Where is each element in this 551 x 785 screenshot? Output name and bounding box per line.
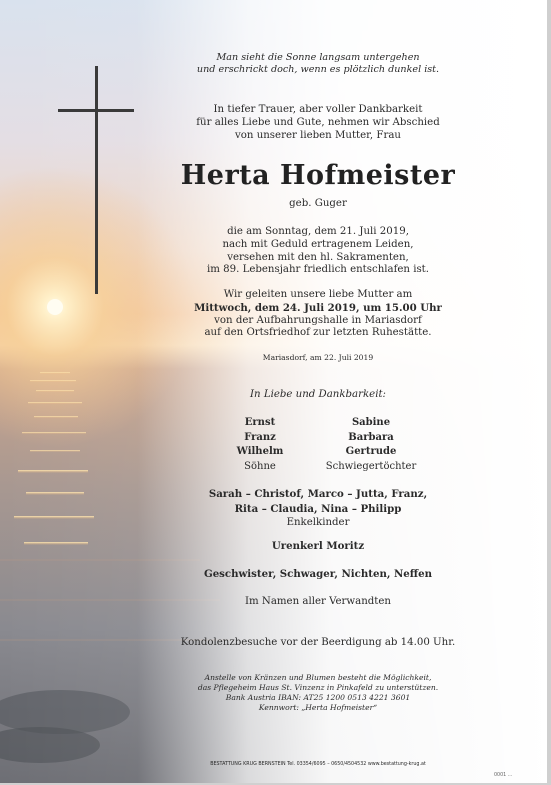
son-name: Wilhelm xyxy=(236,446,284,457)
funeral-line: auf den Ortsfriedhof zur letzten Ruhestätte. xyxy=(204,327,432,339)
daughters-in-law-label: Schwiegertöchter xyxy=(325,460,417,472)
page-edge xyxy=(547,0,551,785)
funeral-line: von der Aufbahrungshalle in Mariasdorf xyxy=(214,314,422,326)
intro xyxy=(160,104,476,142)
donation-line: das Pflegeheim Haus St. Vinzenz in Pinkafeld zu unterstützen. xyxy=(197,683,439,692)
donation-note xyxy=(160,673,476,713)
siblings: Geschwister, Schwager, Nichten, Neffen xyxy=(204,568,432,580)
daughters-in-law-list xyxy=(311,416,431,474)
footer-funeral-home: BESTATTUNG KRUG BERNSTEIN Tel. 03354/6095 – 0650/4504532 www.bestattung-krug.at xyxy=(210,762,426,767)
intro-line: von unserer lieben Mutter, Frau xyxy=(235,129,401,141)
grandchildren-label: Enkelkinder xyxy=(286,517,350,528)
daughter-in-law-name: Barbara xyxy=(348,431,394,443)
donation-line: Kennwort: „Herta Hofmeister“ xyxy=(258,703,378,712)
cross-icon xyxy=(95,66,98,294)
cross-icon-bar xyxy=(58,109,134,112)
grandchildren-line: Rita – Claudia, Nina – Philipp xyxy=(234,502,402,515)
death-notice xyxy=(160,226,476,277)
quote xyxy=(160,52,476,76)
grandchildren-line: Sarah – Christof, Marco – Jutta, Franz, xyxy=(208,488,428,500)
funeral-info xyxy=(160,289,476,340)
great-grandchild: Urenkerl Moritz xyxy=(271,540,365,552)
death-line: im 89. Lebensjahr friedlich entschlafen ist. xyxy=(206,264,430,276)
funeral-date: Mittwoch, dem 24. Juli 2019, um 15.00 Uhr xyxy=(194,301,442,314)
quote-line: und erschrickt doch, wenn es plötzlich dunkel ist. xyxy=(196,64,440,75)
death-line: versehen mit den hl. Sakramenten, xyxy=(227,251,409,263)
quote-line: Man sieht die Sonne langsam untergehen xyxy=(216,52,420,63)
death-line: nach mit Geduld ertragenem Leiden, xyxy=(222,238,414,250)
donation-line: Anstelle von Kränzen und Blumen besteht die Möglichkeit, xyxy=(204,673,432,682)
donation-line: Bank Austria IBAN: AT25 1200 0513 4221 3601 xyxy=(225,693,411,702)
family-heading: In Liebe und Dankbarkeit: xyxy=(250,389,386,400)
maiden-name: geb. Guger xyxy=(289,198,347,209)
death-line: die am Sonntag, dem 21. Juli 2019, xyxy=(227,226,409,237)
intro-line: für alles Liebe und Gute, nehmen wir Abschied xyxy=(196,116,440,128)
sons-label: Söhne xyxy=(244,460,276,472)
intro-line: In tiefer Trauer, aber voller Dankbarkeit xyxy=(213,104,423,115)
place-date: Mariasdorf, am 22. Juli 2019 xyxy=(262,353,374,362)
son-name: Ernst xyxy=(244,417,276,428)
condolence-note: Kondolenzbesuche vor der Beerdigung ab 14.00 Uhr. xyxy=(180,637,456,648)
daughter-in-law-name: Gertrude xyxy=(345,446,397,457)
son-name: Franz xyxy=(244,431,276,443)
relatives: Im Namen aller Verwandten xyxy=(244,596,391,607)
funeral-line: Wir geleiten unsere liebe Mutter am xyxy=(223,289,413,300)
grandchildren xyxy=(160,487,476,531)
daughter-in-law-name: Sabine xyxy=(351,417,391,428)
corner-code: 0001 ... xyxy=(494,773,513,778)
deceased-name: Herta Hofmeister xyxy=(180,160,456,191)
sons-list xyxy=(200,416,320,474)
